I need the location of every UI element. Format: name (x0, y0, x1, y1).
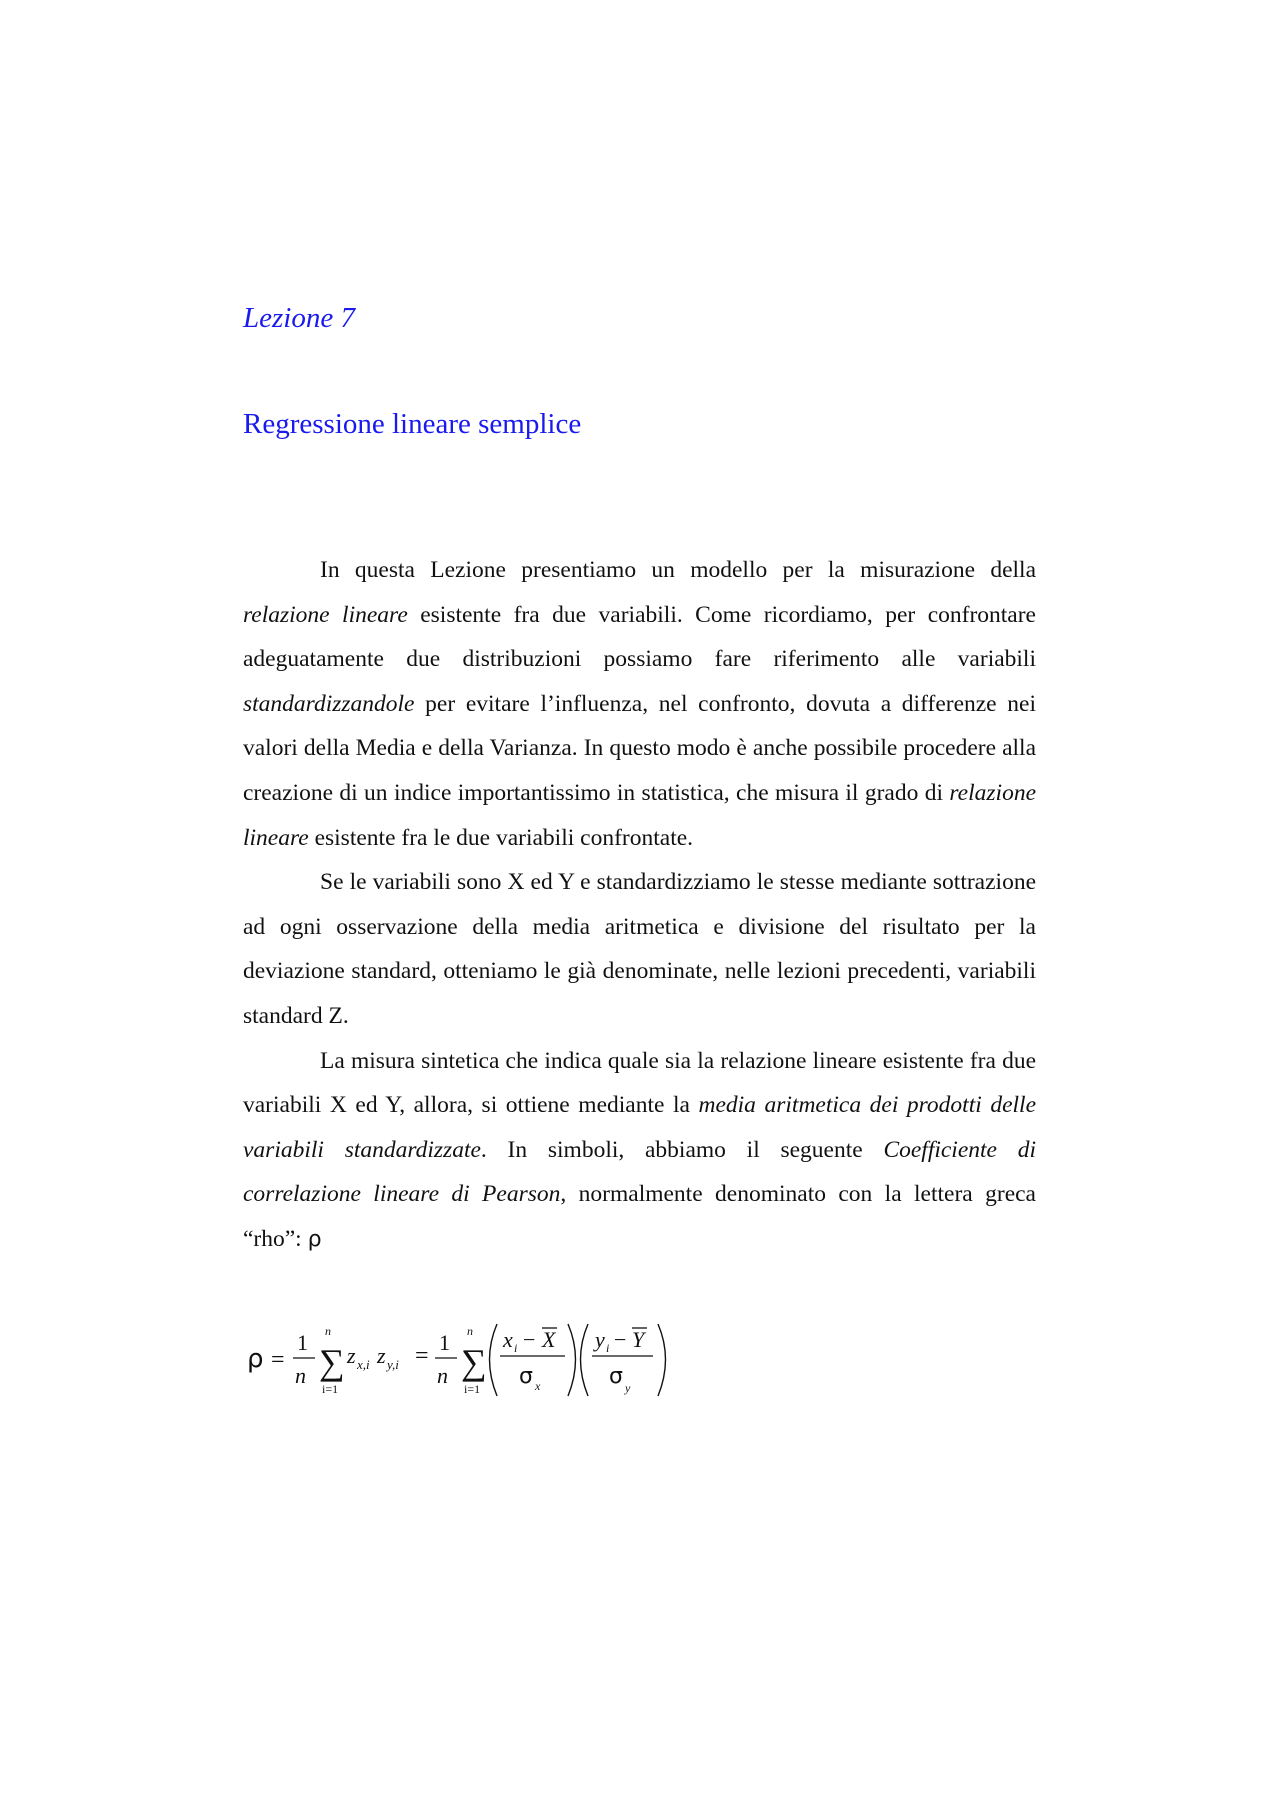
formula-x-sub: i (514, 1341, 518, 1355)
emphasis-pearson: Coefficiente di correlazione lineare di Pearson (243, 1136, 1037, 1208)
formula-sigma-x: σ (519, 1364, 533, 1389)
emphasis-media-aritmetica: media aritmetica dei prodotti delle variabili standardizzate (243, 1092, 1036, 1163)
formula-equals-1: = (271, 1347, 285, 1373)
formula-sigma-x-sub: x (535, 1379, 541, 1393)
formula-paren-close-1 (568, 1324, 576, 1396)
formula-y-sub: i (606, 1341, 610, 1355)
formula-z-x: z (347, 1343, 356, 1368)
formula-rho: ρ (247, 1344, 264, 1374)
formula-paren-close-2 (658, 1324, 666, 1396)
formula-X-mean: X (542, 1327, 556, 1352)
formula-sum-2-upper: n (467, 1324, 473, 1338)
formula-sum-1-upper: n (325, 1324, 331, 1338)
formula-n-2: n (437, 1363, 448, 1388)
paragraph-standardization: Se le variabili sono X ed Y e standardizziamo le stesse mediante sottrazione ad ogni osservazione della media aritmetica e divisione del risultato per la deviazione standard, otteniamo le già denominate, nelle lezioni precedenti, variabili standard Z. (243, 869, 1036, 1029)
pearson-formula-svg (243, 1310, 683, 1410)
formula-z-y: z (377, 1343, 386, 1368)
formula-paren-open-2 (581, 1324, 589, 1396)
formula-sigma-y: σ (609, 1364, 623, 1389)
formula-z-y-sub: y,i (387, 1357, 399, 1372)
formula-sum-2: ∑ (461, 1342, 487, 1382)
formula-y: y (595, 1327, 605, 1352)
rho-symbol: ρ (307, 1226, 322, 1252)
formula-minus-y: − (614, 1327, 627, 1352)
formula-sum-1: ∑ (319, 1342, 345, 1382)
formula-sum-1-lower: i=1 (322, 1382, 339, 1396)
formula-Y-mean: Y (632, 1327, 645, 1352)
lesson-label: Lezione 7 (243, 302, 355, 334)
section-title: Regressione lineare semplice (243, 408, 582, 440)
emphasis-standardizzandole: standardizzandole (243, 690, 415, 717)
formula-sigma-y-sub: y (625, 1381, 631, 1395)
formula-n-1: n (295, 1363, 306, 1388)
formula-one-2: 1 (439, 1330, 450, 1355)
formula-x: x (503, 1327, 513, 1352)
formula-paren-open-1 (490, 1324, 498, 1396)
formula-z-x-sub: x,i (357, 1357, 370, 1372)
pearson-formula (243, 1310, 683, 1410)
formula-minus-x: − (523, 1327, 536, 1352)
body-text (243, 548, 1036, 1263)
paragraph-pearson: La misura sintetica che indica quale sia la relazione lineare esistente fra due variabili X ed Y, allora, si ottiene mediante la media aritmetica dei prodotti delle variabili standardizzate. In simboli, abbiamo il seguente Coefficiente di correlazione lineare di Pearson, normalmente denominato con la lettera greca “rho”: ρ (243, 1047, 1037, 1252)
emphasis-relazione-lineare: relazione lineare (243, 601, 408, 628)
paragraph-intro: In questa Lezione presentiamo un modello per la misurazione della relazione lineare esistente fra due variabili. Come ricordiamo, per confrontare adeguatamente due distribuzioni possiamo fare riferimento alle variabili standardizzandole per evitare l’influenza, nel confronto, dovuta a differenze nei valori della Media e della Varianza. In questo modo è anche possibile procedere alla creazione di un indice importantissimo in statistica, che misura il grado di relazione lineare esistente fra le due variabili confrontate. (243, 557, 1036, 851)
formula-one-1: 1 (297, 1330, 308, 1355)
formula-sum-2-lower: i=1 (464, 1382, 481, 1396)
formula-equals-2: = (415, 1343, 429, 1369)
emphasis-relazione-lineare-2: relazione lineare (243, 779, 1036, 851)
